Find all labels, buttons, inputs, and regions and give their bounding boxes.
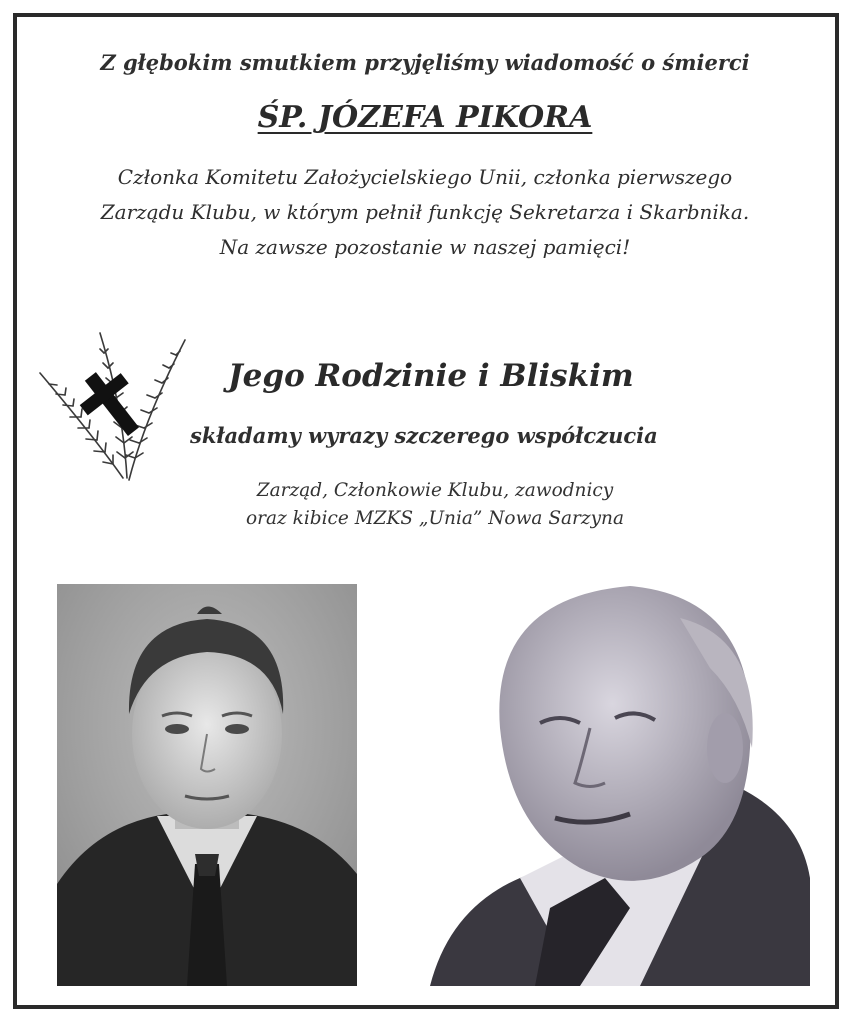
biography-line: Członka Komitetu Założycielskiego Unii, członka pierwszego <box>117 165 733 189</box>
signature-line: oraz kibice MZKS „Unia” Nowa Sarzyna <box>245 508 625 529</box>
portrait-photo-elderly <box>430 578 810 986</box>
portrait-photo-young <box>57 584 357 986</box>
deceased-name <box>0 100 850 135</box>
signature-line: Zarząd, Członkowie Klubu, zawodnicy <box>256 480 614 501</box>
condolence-heading: Jego Rodzinie i Bliskim <box>228 358 634 394</box>
condolence-message: składamy wyrazy szczerego współczucia <box>190 423 658 448</box>
biography <box>0 160 850 265</box>
cross-with-fern-icon <box>35 328 190 486</box>
signature <box>165 477 705 533</box>
biography-line: Zarządu Klubu, w którym pełnił funkcję Sekretarza i Skarbnika. <box>100 200 750 224</box>
deceased-name-text: ŚP. JÓZEFA PIKORA <box>257 100 593 135</box>
obituary-heading: Z głębokim smutkiem przyjęliśmy wiadomość o śmierci <box>100 50 750 75</box>
biography-line: Na zawsze pozostanie w naszej pamięci! <box>219 235 631 259</box>
